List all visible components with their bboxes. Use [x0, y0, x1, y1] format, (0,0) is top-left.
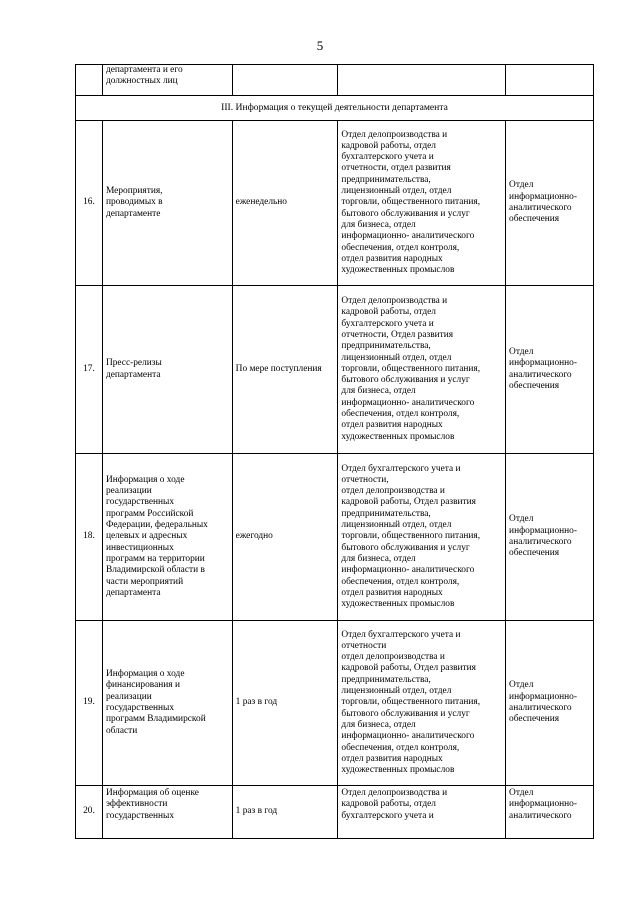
row-number: 17. [76, 286, 103, 454]
frequency-cell [232, 65, 338, 96]
responsible-units: Отдел бухгалтерского учета и отчетности отдел делопроизводства и кадровой работы, Отдел развития предпринимательства, лицензионный отдел, отдел торговли, общественного питания, бытового обслуживания и услуг для бизнеса, отдел информационно- аналитического обеспечения, отдел контроля, отдел развития народных художественных промыслов [341, 629, 481, 776]
table-row [76, 286, 594, 454]
info-table [75, 64, 594, 839]
item-name: Мероприятия, проводимых в департаменте [105, 186, 163, 219]
department-cell [506, 65, 594, 96]
responsible-units: Отдел бухгалтерского учета и отчетности, отдел делопроизводства и кадровой работы, Отдел развития предпринимательства, лицензионный отдел, отдел торговли, общественного питания, бытового обслуживания и услуг для бизнеса, отдел информационно- аналитического обеспечения, отдел контроля, отдел развития народных художественных промыслов [341, 463, 481, 610]
table-row-continued [76, 65, 594, 96]
row-number: 19. [76, 621, 103, 786]
item-name-cell [102, 65, 232, 96]
item-name-cell [102, 121, 232, 286]
row-number-cell [76, 65, 103, 96]
frequency: 1 раз в год [232, 621, 338, 786]
item-name: Информация о ходе финансирования и реализации государственных программ Владимирской области [105, 669, 206, 736]
responsible-units: Отдел делопроизводства и кадровой работы, отдел бухгалтерского учета и отчетности, Отдел развития предпринимательства, лицензионный отдел, отдел торговли, общественного питания, бытового обслуживания и услуг для бизнеса, отдел информационно- аналитического обеспечения, отдел контроля, отдел развития народных художественных промыслов [341, 296, 481, 442]
responsible-cell [338, 454, 506, 621]
responsible-cell [338, 65, 506, 96]
frequency: еженедельно [232, 121, 338, 286]
item-name: Информация о ходе реализации государственных программ Российской Федерации, федеральных целевых и адресных инвестиционных программ на территории Владимирской области в части мероприятий департамента [105, 474, 208, 598]
department-cell [506, 286, 594, 454]
frequency: ежегодно [232, 454, 338, 621]
item-name: Пресс-релизы департамента [105, 358, 162, 380]
responsible-units: Отдел делопроизводства и кадровой работы, отдел бухгалтерского учета и [341, 788, 448, 821]
row-number: 20. [76, 786, 103, 839]
page-number: 5 [316, 38, 324, 53]
item-name-cell [102, 786, 232, 839]
responsible-cell [338, 121, 506, 286]
responsible-cell [338, 786, 506, 839]
item-name-cell [102, 286, 232, 454]
frequency: 1 раз в год [232, 786, 338, 839]
department-cell [506, 454, 594, 621]
item-name-cell [102, 621, 232, 786]
responsible-units: Отдел делопроизводства и кадровой работы, отдел бухгалтерского учета и отчетности, отдел развития предпринимательства, лицензионный отдел, отдел торговли, общественного питания, бытового обслуживания и услуг для бизнеса, отдел информационно- аналитического обеспечения, отдел контроля, отдел развития народных художественных промыслов [341, 129, 481, 276]
item-name-cell [102, 454, 232, 621]
responsible-department: Отдел информационно- аналитического обеспечения [509, 680, 577, 725]
department-cell [506, 121, 594, 286]
frequency: По мере поступления [232, 286, 338, 454]
responsible-department: Отдел информационно- аналитического [509, 788, 577, 821]
section-heading: III. Информация о текущей деятельности департамента [76, 96, 594, 121]
section-heading-row [76, 96, 594, 121]
responsible-cell [338, 621, 506, 786]
responsible-department: Отдел информационно- аналитического обеспечения [509, 346, 577, 391]
responsible-cell [338, 286, 506, 454]
table-row [76, 454, 594, 621]
item-name: Информация об оценке эффективности государственных [105, 788, 199, 821]
table-row [76, 621, 594, 786]
table-row [76, 786, 594, 839]
department-cell [506, 786, 594, 839]
item-name: департамента и его должностных лиц [105, 65, 183, 87]
table-row [76, 121, 594, 286]
department-cell [506, 621, 594, 786]
responsible-department: Отдел информационно- аналитического обеспечения [509, 514, 577, 559]
responsible-department: Отдел информационно- аналитического обеспечения [509, 180, 577, 225]
row-number: 16. [76, 121, 103, 286]
row-number: 18. [76, 454, 103, 621]
